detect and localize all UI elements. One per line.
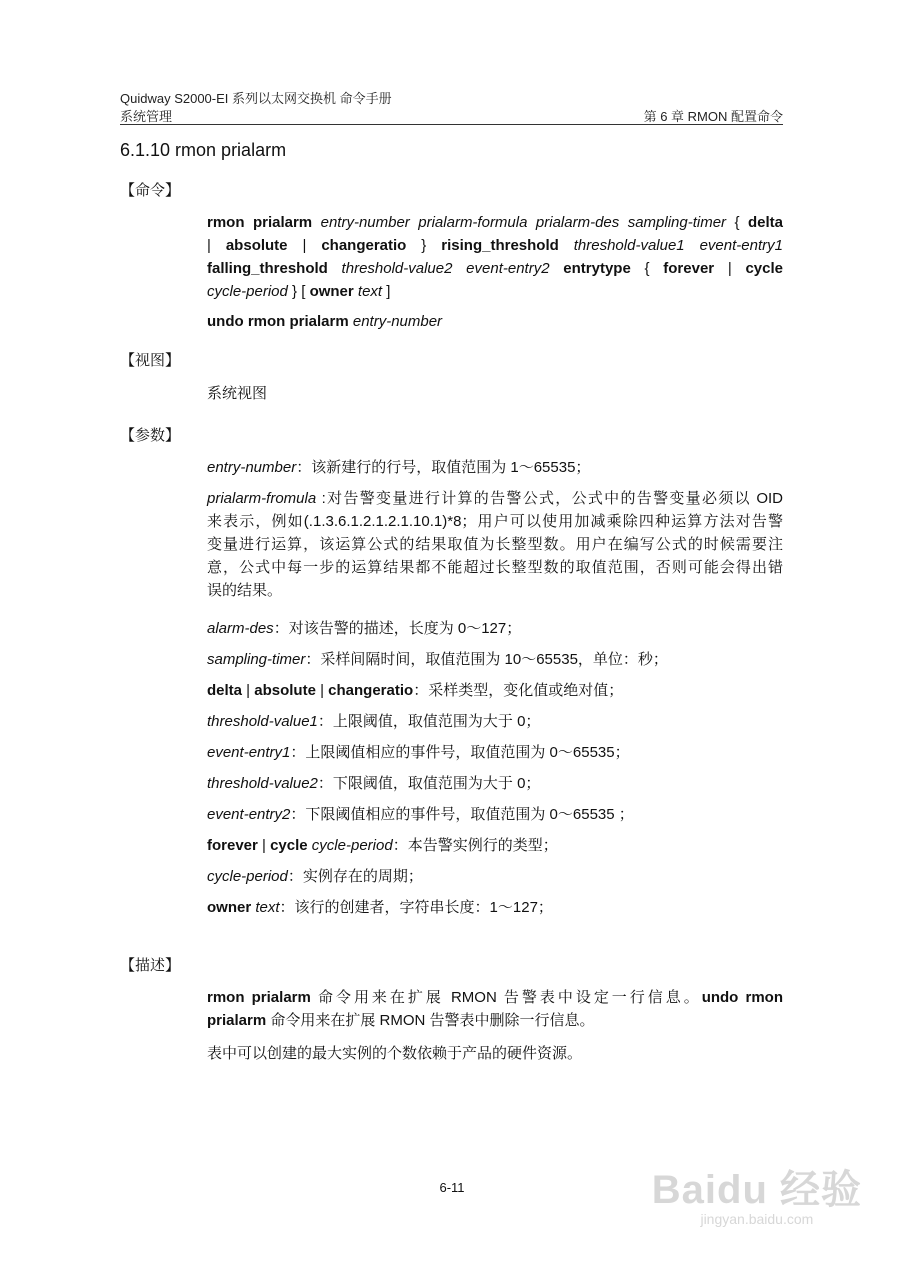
heading-params: 【参数】 [120, 427, 181, 444]
text-line [207, 310, 783, 333]
keyword-text: rmon prialarm [207, 214, 313, 231]
plain-text: | [714, 260, 746, 277]
param-item [207, 710, 783, 733]
argument-text: threshold-value1 [207, 713, 318, 730]
argument-text: threshold-value2 [207, 775, 318, 792]
text-line [207, 510, 783, 533]
plain-text: ：上限阈值相应的事件号，取值范围为 0～65535； [290, 744, 630, 761]
plain-text: ：采样间隔时间，取值范围为 10～65535，单位：秒； [305, 651, 668, 668]
param-item [207, 896, 783, 919]
text-line [207, 533, 783, 556]
keyword-text: absolute [254, 682, 316, 699]
param-item [207, 803, 783, 826]
keyword-text: changeratio [328, 682, 414, 699]
plain-text: 来表示，例如(.1.3.6.1.2.1.2.1.10.1)*8；用户可以使用加减乘除四种运算方法对告警 [207, 513, 783, 530]
text-line [207, 556, 783, 579]
plain-text: 命令用来在扩展 RMON 告警表中删除一行信息。 [266, 1012, 595, 1029]
params-list [207, 456, 783, 927]
keyword-text: undo rmon [701, 989, 783, 1006]
command-paragraph [207, 211, 783, 303]
command-syntax [207, 211, 783, 303]
argument-text: cycle-period [207, 283, 288, 300]
param-item [207, 456, 783, 479]
plain-text: } [ [287, 283, 310, 300]
heading-command: 【命令】 [120, 182, 181, 199]
text-line [207, 456, 783, 479]
plain-text: | [257, 837, 271, 854]
undo-command-syntax [207, 310, 783, 333]
watermark-url: jingyan.baidu.com [700, 1211, 814, 1227]
plain-text: 误的结果。 [207, 582, 283, 599]
param-item [207, 679, 783, 702]
text-line [207, 234, 783, 257]
argument-text: prialarm-fromula [207, 490, 317, 507]
text-line [207, 834, 783, 857]
plain-text: { [726, 214, 748, 231]
plain-text: 意，公式中每一步的运算结果都不能超过长整型数的取值范围，否则可能会得出错 [207, 559, 783, 576]
keyword-text: forever [207, 837, 258, 854]
argument-text: entry-number [207, 459, 297, 476]
param-item [207, 487, 783, 602]
plain-text: ] [382, 283, 391, 300]
text-line [207, 1009, 783, 1032]
argument-text: event-entry1 [207, 744, 291, 761]
keyword-text: owner [207, 899, 252, 916]
param-item [207, 617, 783, 640]
text-line [207, 257, 783, 280]
watermark-logo: Baidu 经验 [651, 1168, 862, 1212]
plain-text: | [207, 237, 226, 254]
argument-text: entry-number prialarm-formula prialarm-des sampling-timer [312, 214, 727, 231]
text-line [207, 803, 783, 826]
plain-text: | [242, 682, 255, 699]
argument-text: event-entry2 [207, 806, 291, 823]
view-text: 系统视图 [207, 385, 268, 402]
page-number: 6-11 [439, 1180, 465, 1195]
text-line [207, 679, 783, 702]
text-line [207, 280, 783, 303]
text-line [207, 741, 783, 764]
argument-text: cycle-period [307, 837, 393, 854]
plain-text: ：下限阈值相应的事件号，取值范围为 0～65535 ； [290, 806, 634, 823]
plain-text: 变量进行运算，该运算公式的结果取值为长整型数。用户在编写公式的时候需要注 [207, 536, 783, 553]
text-line [207, 986, 783, 1009]
keyword-text: delta [207, 682, 243, 699]
argument-text: sampling-timer [207, 651, 306, 668]
header-chapter: 第 6 章 RMON 配置命令 [643, 109, 783, 124]
keyword-text: changeratio [321, 237, 407, 254]
param-item [207, 648, 783, 671]
text-line [207, 579, 783, 602]
plain-text: | [315, 682, 329, 699]
plain-text: ：对该告警的描述，长度为 0～127； [273, 620, 522, 637]
param-item [207, 834, 783, 857]
plain-text: 命令用来在扩展 RMON 告警表中设定一行信息。 [310, 989, 702, 1006]
keyword-text: absolute [225, 237, 288, 254]
argument-text: alarm-des [207, 620, 274, 637]
text-line [207, 865, 783, 888]
keyword-text: cycle [270, 837, 308, 854]
section-title: 6.1.10 rmon prialarm [120, 140, 287, 160]
text-line [207, 617, 783, 640]
keyword-text: forever [663, 260, 715, 277]
argument-text: entry-number [348, 313, 443, 330]
plain-text: ：实例存在的周期； [287, 868, 423, 885]
watermark [652, 1158, 862, 1227]
plain-text: { [630, 260, 664, 277]
plain-text: ：下限阈值，取值范围为大于 0； [317, 775, 541, 792]
argument-text: text [251, 899, 280, 916]
keyword-text: delta [747, 214, 783, 231]
param-item [207, 741, 783, 764]
keyword-text: undo rmon prialarm [207, 313, 349, 330]
description-body [207, 986, 783, 1075]
plain-text: 表中可以创建的最大实例的个数依赖于产品的硬件资源。 [207, 1045, 583, 1062]
description-paragraph [207, 1042, 783, 1065]
param-item [207, 772, 783, 795]
plain-text: } [406, 237, 442, 254]
text-line [207, 648, 783, 671]
keyword-text: entrytype [563, 260, 631, 277]
plain-text: | [287, 237, 322, 254]
text-line [207, 710, 783, 733]
text-line [207, 896, 783, 919]
text-line [207, 211, 783, 234]
argument-text: threshold-value1 event-entry1 [558, 237, 783, 254]
argument-text: threshold-value2 event-entry2 [327, 260, 564, 277]
argument-text: text [353, 283, 383, 300]
plain-text: ：上限阈值，取值范围为大于 0； [317, 713, 541, 730]
text-line [207, 487, 783, 510]
text-line [207, 772, 783, 795]
plain-text: ：本告警实例行的类型； [392, 837, 558, 854]
header-rule [120, 124, 783, 125]
argument-text: cycle-period [207, 868, 288, 885]
header-section: 系统管理 [120, 109, 173, 124]
plain-text: :对告警变量进行计算的告警公式，公式中的告警变量必须以 OID [316, 490, 783, 507]
keyword-text: rising_threshold [441, 237, 559, 254]
plain-text: ：该新建行的行号，取值范围为 1～65535； [296, 459, 591, 476]
heading-description: 【描述】 [120, 957, 181, 974]
keyword-text: cycle [745, 260, 783, 277]
header-doc-title: Quidway S2000-EI 系列以太网交换机 命令手册 [120, 91, 392, 106]
undo-paragraph [207, 310, 783, 333]
description-paragraph [207, 986, 783, 1032]
text-line [207, 1042, 783, 1065]
keyword-text: rmon prialarm [207, 989, 311, 1006]
plain-text: ：采样类型，变化值或绝对值； [413, 682, 624, 699]
plain-text: ：该行的创建者，字符串长度：1～127； [279, 899, 553, 916]
param-item [207, 865, 783, 888]
heading-view: 【视图】 [120, 352, 181, 369]
keyword-text: owner [309, 283, 354, 300]
keyword-text: prialarm [207, 1012, 267, 1029]
keyword-text: falling_threshold [207, 260, 328, 277]
